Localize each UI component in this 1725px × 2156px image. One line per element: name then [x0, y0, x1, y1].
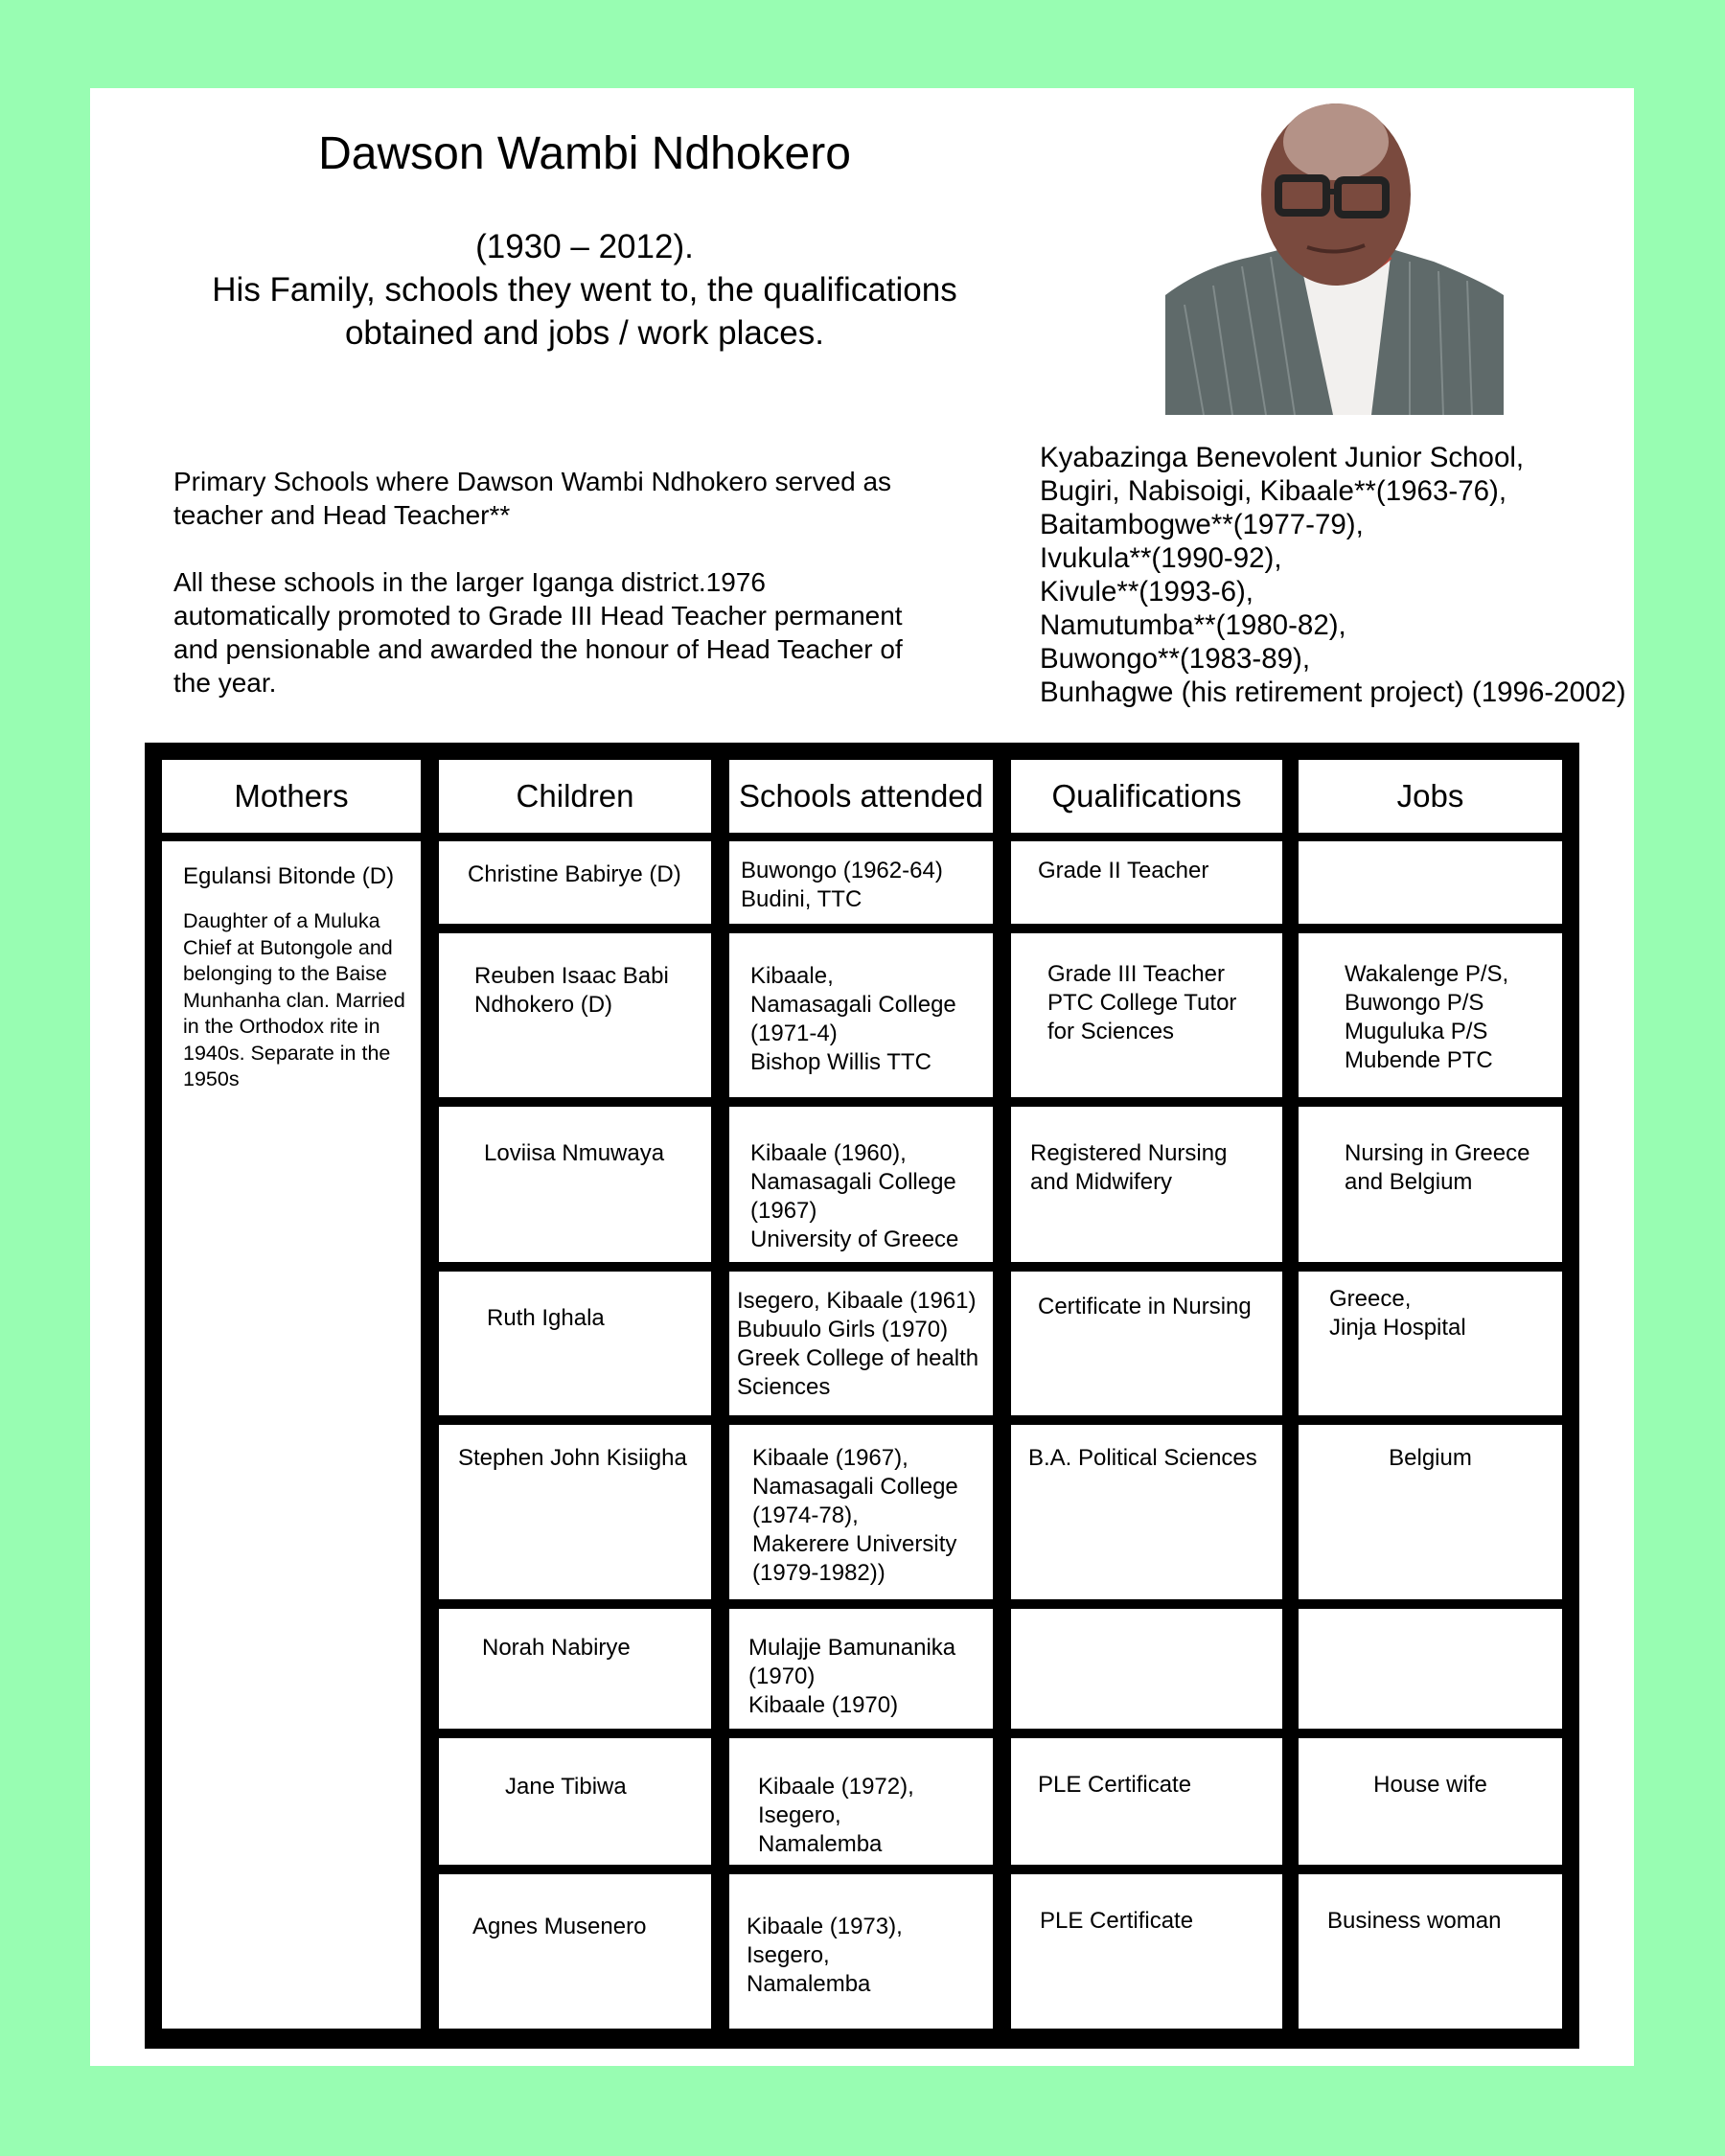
intro-text	[173, 465, 921, 733]
intro-paragraph-2: All these schools in the larger Iganga district.1976 automatically promoted to Grade III Head Teacher permanent and pensionable and awarded the honour of Head Teacher of the year.	[173, 567, 903, 698]
schools-served-item: Baitambogwe**(1977-79),	[1040, 509, 1364, 540]
qualifications: Grade III Teacher PTC College Tutor for Sciences	[1011, 933, 1282, 1097]
schools-attended: Kibaale (1973), Isegero, Namalemba	[729, 1874, 993, 2029]
schools-served-item: Buwongo**(1983-89),	[1040, 643, 1311, 675]
schools-attended: Isegero, Kibaale (1961) Bubuulo Girls (1970) Greek College of health Sciences	[729, 1272, 993, 1415]
schools-attended: Kibaale (1972), Isegero, Namalemba	[729, 1738, 993, 1865]
header-qualifications: Qualifications	[1011, 760, 1282, 833]
schools-attended: Buwongo (1962-64) Budini, TTC	[729, 841, 993, 924]
qualifications	[1011, 1609, 1282, 1729]
jobs: Greece, Jinja Hospital	[1299, 1272, 1562, 1415]
jobs	[1299, 1609, 1562, 1729]
schools-served-item: Kivule**(1993-6),	[1040, 576, 1254, 608]
child-name: Ruth Ighala	[439, 1272, 711, 1415]
header-jobs: Jobs	[1299, 760, 1562, 833]
child-name: Agnes Musenero	[439, 1874, 711, 2029]
schools-served-item: Kyabazinga Benevolent Junior School,	[1040, 442, 1525, 473]
portrait-photo	[1165, 103, 1504, 415]
family-table	[145, 743, 1579, 2049]
child-name: Christine Babirye (D)	[439, 841, 711, 924]
intro-paragraph-1: Primary Schools where Dawson Wambi Ndhokero served as teacher and Head Teacher**	[173, 467, 892, 530]
lifespan: (1930 – 2012).	[475, 228, 694, 265]
schools-attended: Kibaale (1960), Namasagali College (1967) University of Greece	[729, 1107, 993, 1262]
child-name: Norah Nabirye	[439, 1609, 711, 1729]
jobs	[1299, 841, 1562, 924]
qualifications: Registered Nursing and Midwifery	[1011, 1107, 1282, 1262]
child-name: Reuben Isaac Babi Ndhokero (D)	[439, 933, 711, 1097]
subtitle-line-2: obtained and jobs / work places.	[344, 314, 825, 352]
schools-attended: Kibaale, Namasagali College (1971-4) Bishop Willis TTC	[729, 933, 993, 1097]
schools-served-item: Namutumba**(1980-82),	[1040, 609, 1346, 641]
child-name: Jane Tibiwa	[439, 1738, 711, 1865]
schools-served-list	[1040, 441, 1653, 709]
header-children: Children	[439, 760, 711, 833]
jobs: Business woman	[1299, 1874, 1562, 2029]
header-mothers: Mothers	[162, 760, 421, 833]
mother-description: Daughter of a Muluka Chief at Butongole and belonging to the Baise Munhanha clan. Married in the Orthodox rite in 1940s. Separate in the 1950s	[183, 909, 405, 1090]
qualifications: B.A. Political Sciences	[1011, 1425, 1282, 1599]
jobs: Belgium	[1299, 1425, 1562, 1599]
page-subtitle	[153, 225, 1016, 355]
qualifications: Certificate in Nursing	[1011, 1272, 1282, 1415]
header-schools-attended: Schools attended	[729, 760, 993, 833]
schools-attended: Kibaale (1967), Namasagali College (1974-78), Makerere University (1979-1982))	[729, 1425, 993, 1599]
child-name: Loviisa Nmuwaya	[439, 1107, 711, 1262]
jobs: Wakalenge P/S, Buwongo P/S Muguluka P/S Mubende PTC	[1299, 933, 1562, 1097]
schools-served-item: Ivukula**(1990-92),	[1040, 542, 1282, 574]
page-title: Dawson Wambi Ndhokero	[318, 128, 851, 179]
qualifications: PLE Certificate	[1011, 1874, 1282, 2029]
subtitle-line-1: His Family, schools they went to, the qualifications	[212, 271, 957, 309]
schools-served-item: Bugiri, Nabisoigi, Kibaale**(1963-76),	[1040, 475, 1507, 507]
qualifications: PLE Certificate	[1011, 1738, 1282, 1865]
qualifications: Grade II Teacher	[1011, 841, 1282, 924]
child-name: Stephen John Kisiigha	[439, 1425, 711, 1599]
mother-cell	[162, 841, 421, 2029]
schools-served-item: Bunhagwe (his retirement project) (1996-2002)	[1040, 677, 1626, 708]
schools-attended: Mulajje Bamunanika (1970) Kibaale (1970)	[729, 1609, 993, 1729]
mother-name: Egulansi Bitonde (D)	[183, 863, 395, 889]
jobs: House wife	[1299, 1738, 1562, 1865]
jobs: Nursing in Greece and Belgium	[1299, 1107, 1562, 1262]
